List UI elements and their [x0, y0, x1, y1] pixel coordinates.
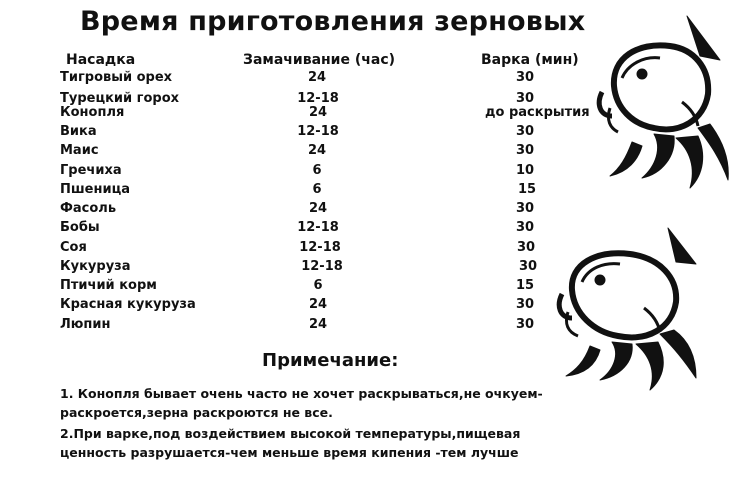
bait-name: Люпин [60, 317, 111, 332]
cook-time: 15 [515, 278, 535, 293]
table-row [0, 277, 600, 295]
bait-name: Бобы [60, 220, 100, 235]
bait-name: Вика [60, 124, 97, 139]
table-row [0, 69, 600, 87]
soak-time: 24 [308, 105, 328, 120]
soak-time: 12-18 [299, 240, 341, 255]
soak-time: 6 [312, 163, 322, 178]
soak-time: 6 [312, 182, 322, 197]
cook-time: 30 [515, 317, 535, 332]
bait-name: Кукуруза [60, 259, 131, 274]
note-line: раскроется,зерна раскроются не все. [60, 405, 333, 420]
bait-name: Гречиха [60, 163, 122, 178]
soak-time: 24 [308, 317, 328, 332]
soak-time: 24 [308, 297, 328, 312]
cook-time: 30 [515, 297, 535, 312]
soak-time: 12-18 [297, 124, 339, 139]
soak-time: 24 [308, 201, 328, 216]
bait-name: Тигровый орех [60, 70, 173, 85]
soak-time: 6 [313, 278, 323, 293]
soak-time: 12-18 [297, 220, 339, 235]
soak-time: 12-18 [297, 91, 339, 106]
table-row [0, 316, 600, 334]
cook-time: 30 [518, 259, 538, 274]
soak-time: 12-18 [301, 259, 343, 274]
note-line: ценность разрушается-чем меньше время кипения -тем лучше [60, 445, 519, 460]
cook-time: 30 [515, 91, 535, 106]
carp-fish-icon [592, 8, 732, 203]
note-line: 1. Конопля бывает очень часто не хочет раскрываться,не очкуем- [60, 386, 543, 401]
bait-name: Соя [60, 240, 87, 255]
table-row [0, 123, 600, 141]
table-row [0, 219, 600, 237]
cook-time: 30 [515, 220, 535, 235]
carp-fish-icon [556, 224, 706, 394]
column-header-bait: Насадка [66, 52, 136, 68]
table-row [0, 142, 600, 160]
notes-title: Примечание: [262, 350, 399, 371]
cook-time: 30 [515, 124, 535, 139]
table-row [0, 296, 600, 314]
bait-name: Конопля [60, 105, 125, 120]
page-title: Время приготовления зерновых [80, 6, 586, 37]
cook-time: 30 [515, 143, 535, 158]
column-header-soaking: Замачивание (час) [243, 52, 396, 68]
bait-name: Птичий корм [60, 278, 157, 293]
bait-name: Пшеница [60, 182, 131, 197]
cook-time: 30 [515, 201, 535, 216]
cook-time: 15 [517, 182, 537, 197]
column-header-cooking: Варка (мин) [481, 52, 579, 68]
soak-time: 24 [307, 143, 327, 158]
cook-time: 30 [516, 240, 536, 255]
bait-name: Маис [60, 143, 99, 158]
cook-time: 10 [515, 163, 535, 178]
soak-time: 24 [307, 70, 327, 85]
bait-name: Красная кукуруза [60, 297, 196, 312]
bait-name: Фасоль [60, 201, 117, 216]
table-row [0, 162, 600, 180]
note-line: 2.При варке,под воздействием высокой температуры,пищевая [60, 426, 521, 441]
bait-name: Турецкий горох [60, 91, 180, 106]
table-row [0, 239, 600, 257]
cook-time: 30 [515, 70, 535, 85]
table-row [0, 258, 600, 276]
table-row [0, 181, 600, 199]
table-row [0, 104, 600, 122]
cook-time: до раскрытия [485, 105, 590, 120]
table-row [0, 200, 600, 218]
